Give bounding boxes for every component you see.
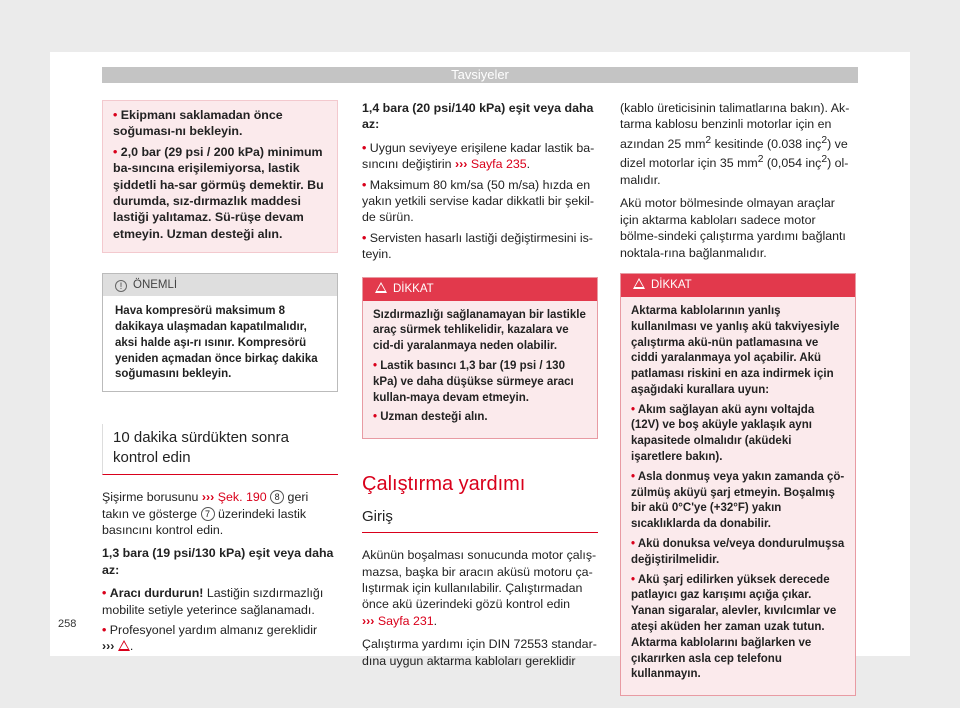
callout-number: 8 <box>270 490 284 504</box>
page-link[interactable]: Sayfa 235 <box>470 157 527 172</box>
paragraph: (kablo üreticisinin talimatlarına bakın). Ak-tarma kablosu benzinli motorlar için en azından 25 $mm^2$ kesitinde (0.038 inç$^2$) ve dizel motorlar için 35 $mm^2$ (0,054 inç$^2$) ol-malıdır. <box>620 101 850 187</box>
list-item: • Servisten hasarlı lastiği değiştirmesini is-teyin. <box>362 230 593 262</box>
notice-box <box>102 273 338 392</box>
column-1 <box>102 100 338 659</box>
subheading: 1,4 bara (20 psi/140 kPa) eşit veya daha az: <box>362 101 594 132</box>
list-item: • Lastik basıncı 1,3 bar (19 psi / 130 kPa) ve daha düşükse sürmeye aracı kullan-maya devam etmeyin. <box>373 360 574 404</box>
paragraph: Akünün boşalması sonucunda motor çalış-mazsa, başka bir aracın aküsü motoru ça-lıştırmak için kullanılabilir. Çalıştırmadan önce akü üzerindeki gözü kontrol edin ››› Sayfa 231. <box>362 548 597 628</box>
paragraph: Çalıştırma yardımı için DIN 72553 standar-dına uygun aktarma kabloları gereklidir <box>362 637 597 668</box>
paragraph: Akü motor bölmesinde olmayan araçlar için aktarma kabloları sadece motor bölme-sindeki çalıştırma yardımı bağlantı noktala-rına bağlanmalıdır. <box>620 196 846 260</box>
warning-text: Sızdırmazlığı sağlanamayan bir lastikle araç sürmek tehlikelidir, kazalara ve cid-di yaralanmaya neden olabilir. <box>373 308 586 353</box>
warning-icon <box>633 278 645 289</box>
subheading: 1,3 bara (19 psi/130 kPa) eşit veya daha az: <box>102 546 334 577</box>
list-item: • Akım sağlayan akü aynı voltajda (12V) ve boş aküyle yaklaşık aynı kapasitede olmalıdır (aküdeki işaretlere bakın). <box>631 403 815 464</box>
subsection-title: Giriş <box>362 507 598 533</box>
list-item: • Uzman desteği alın. <box>373 411 488 424</box>
paragraph: Şişirme borusunu ››› Şek. 190 8 geri takın ve gösterge 7 üzerindeki lastik basıncını kontrol edin. <box>102 490 309 538</box>
warning-continuation-box <box>102 100 338 253</box>
list-item: • Akü donuksa ve/veya dondurulmuşsa değiştirilmelidir. <box>631 538 845 566</box>
list-item: • Akü şarj edilirken yüksek derecede patlayıcı gaz karışımı açığa çıkar. Yanan sigaralar, alevler, kıvılcımlar ve ateşi aküden her zaman uzak tutun. Aktarma kablolarını bağlarken ve çıkarırken asla cep telefonu kullanmayın. <box>631 573 837 681</box>
list-item: • Maksimum 80 km/sa (50 m/sa) hızda en yakın yetkili servise kadar dikkatli bir şekil-de sürün. <box>362 177 595 225</box>
warning-text: Aktarma kablolarının yanlış kullanılması ve yanlış akü takviyesiyle çalıştırma akü-nün patlamasına ve ciddi yaralanmaya yol açabilir. Akü patlaması riskini en aza indirmek için aşağıdaki kurallara uyun: <box>631 304 840 396</box>
column-2 <box>362 100 598 676</box>
warning-box <box>362 277 598 440</box>
notice-body: Hava kompresörü maksimum 8 dakikaya ulaşmadan kapatılmalıdır, aksi halde aşı-rı ısınır. Kompresörü yeniden açmadan önce birkaç dakika soğumasını bekleyin. <box>115 305 318 381</box>
info-icon: ! <box>115 280 127 292</box>
warning-box <box>620 273 856 696</box>
warning-header: DİKKAT <box>621 274 855 297</box>
list-item: • Uygun seviyeye erişilene kadar lastik ba-sıncını değiştirin ››› Sayfa 235. <box>362 140 595 172</box>
list-item: • Asla donmuş veya yakın zamanda çö-zülmüş aküyü şarj etmeyin. Boşalmış bir akü 0°C'ye (+32°F) yakın sıcaklıklarda da donabilir. <box>631 470 845 531</box>
list-item: • 2,0 bar (29 psi / 200 kPa) minimum ba-sıncına erişilemiyorsa, lastik şiddetli ha-sar görmüş demektir. Bu durumda, sız-dırmazlık maddesi lastiği yalıtamaz. Sü-rüşe devam etmeyin. Uzman desteği alın. <box>113 144 324 241</box>
callout-number: 7 <box>201 507 215 521</box>
section-title: 10 dakika sürdükten sonra kontrol edin <box>102 424 338 475</box>
warning-header: DİKKAT <box>363 278 597 301</box>
warning-icon[interactable] <box>118 640 130 651</box>
page-header: Tavsiyeler <box>102 67 858 83</box>
chapter-title: Çalıştırma yardımı <box>362 473 526 496</box>
page-link[interactable]: Sayfa 231 <box>377 613 434 628</box>
warning-icon <box>375 282 387 293</box>
list-item: • Profesyonel yardım almanız gereklidir ››› . <box>102 623 318 654</box>
notice-header: ! ÖNEMLİ <box>103 274 337 296</box>
page-number: 258 <box>58 618 77 630</box>
figure-link[interactable]: Şek. 190 <box>217 490 267 505</box>
list-item: • Aracı durdurun! Lastiğin sızdırmazlığı mobilite setiyle yeterince sağlanamadı. <box>102 586 324 617</box>
list-item: • Ekipmanı saklamadan önce soğuması-nı bekleyin. <box>113 108 283 139</box>
column-3 <box>620 100 856 696</box>
